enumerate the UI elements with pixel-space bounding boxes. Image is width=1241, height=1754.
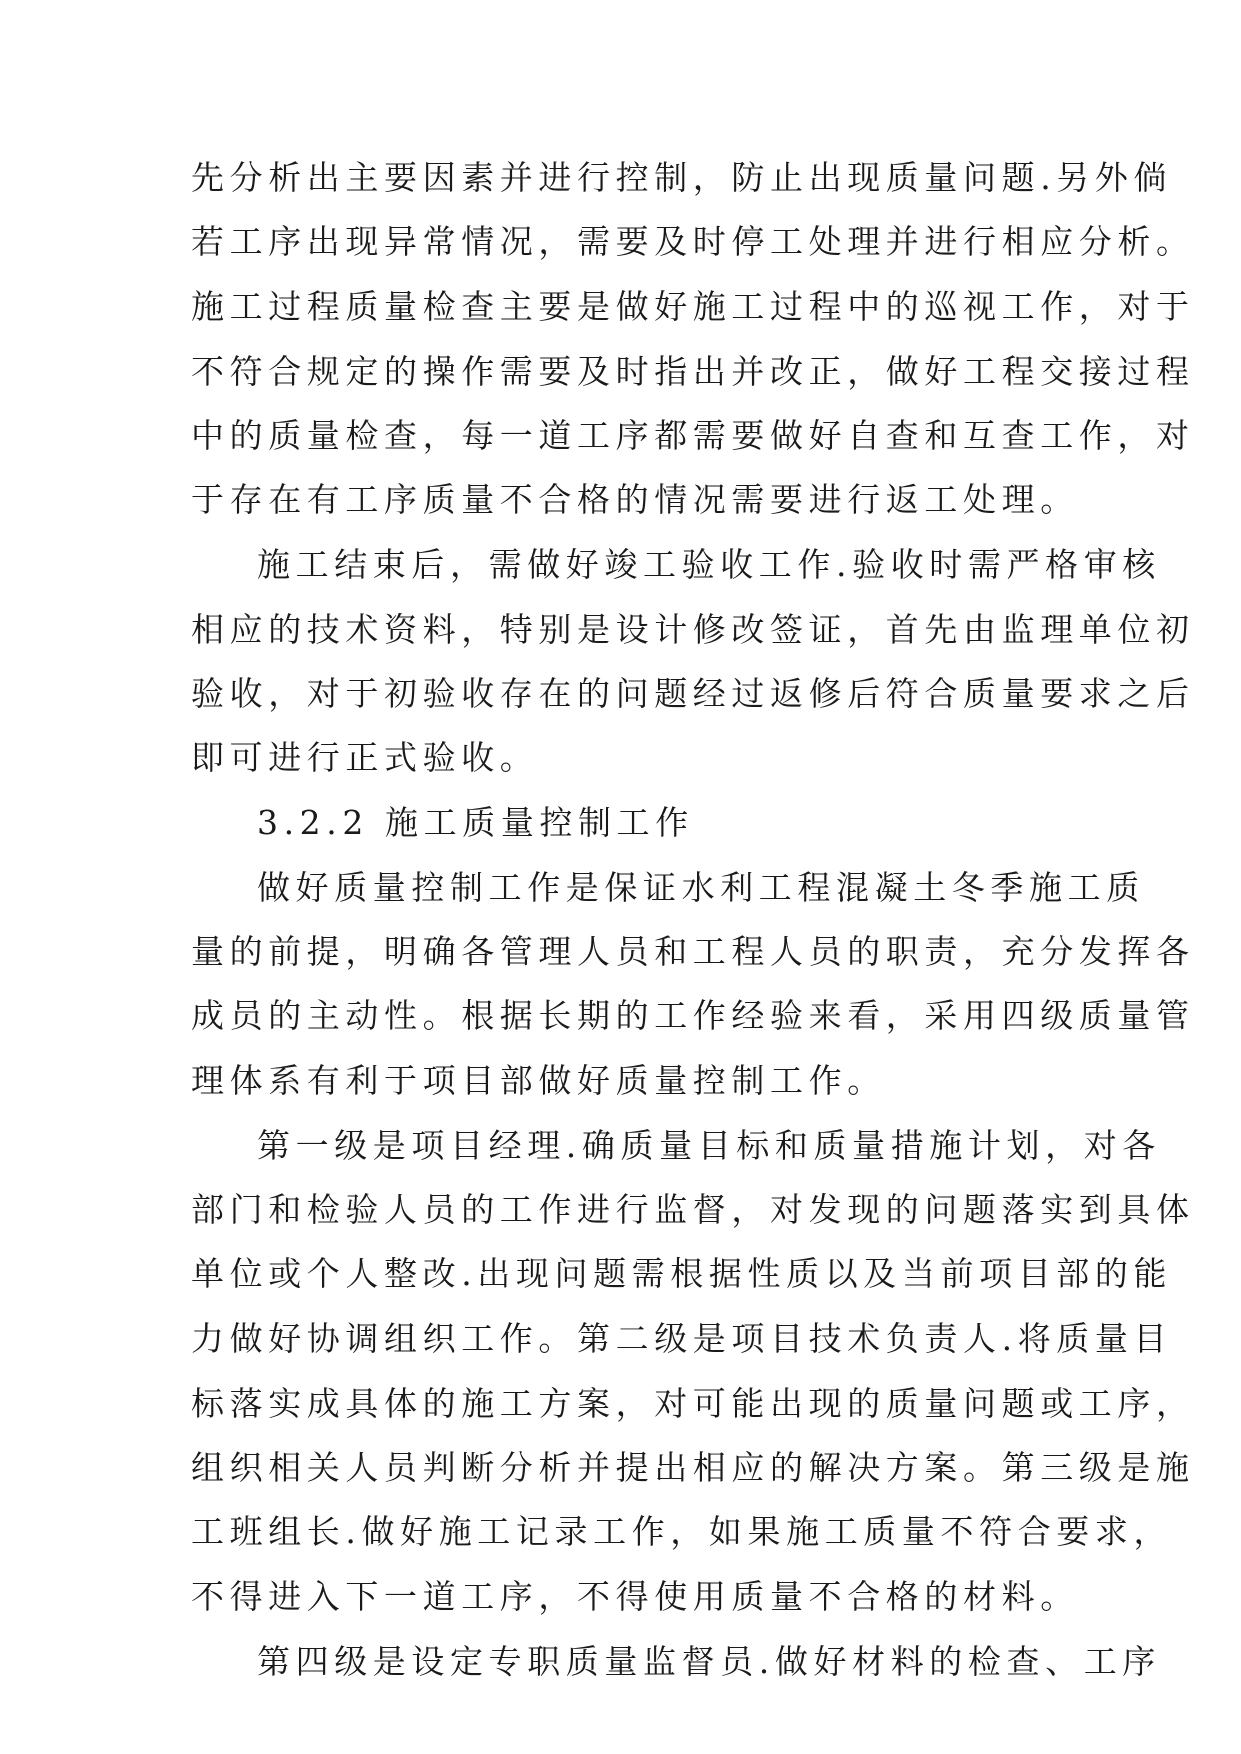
text-line-18: 单位或个人整改.出现问题需根据性质以及当前项目部的能 [191,1254,1173,1293]
section-heading: 3.2.2 施工质量控制工作 [257,803,694,842]
text-line-19: 力做好协调组织工作。第二级是项目技术负责人.将质量目 [191,1319,1173,1358]
text-line-9: 验收，对于初验收存在的问题经过返修后符合质量要求之后 [191,674,1195,713]
text-line-15: 理体系有利于项目部做好质量控制工作。 [191,1061,886,1100]
text-line-6: 于存在有工序质量不合格的情况需要进行返工处理。 [191,480,1079,519]
text-line-10: 即可进行正式验收。 [191,738,539,777]
text-line-1: 先分析出主要因素并进行控制，防止出现质量问题.另外倘 [191,158,1173,197]
text-line-2: 若工序出现异常情况，需要及时停工处理并进行相应分析。 [191,222,1195,261]
text-line-8: 相应的技术资料，特别是设计修改签证，首先由监理单位初 [191,610,1195,649]
text-line-14: 成员的主动性。根据长期的工作经验来看，采用四级质量管 [191,996,1195,1035]
text-line-22: 工班组长.做好施工记录工作，如果施工质量不符合要求， [191,1512,1173,1551]
paragraph-start-line: 施工结束后，需做好竣工验收工作.验收时需严格审核 [257,545,1161,584]
paragraph-start-line: 第四级是设定专职质量监督员.做好材料的检查、工序 [257,1642,1161,1681]
text-line-13: 量的前提，明确各管理人员和工程人员的职责，充分发挥各 [191,932,1195,971]
text-line-21: 组织相关人员判断分析并提出相应的解决方案。第三级是施 [191,1448,1195,1487]
paragraph-start-line: 做好质量控制工作是保证水利工程混凝土冬季施工质 [257,868,1145,907]
text-line-4: 不符合规定的操作需要及时指出并改正，做好工程交接过程 [191,352,1195,391]
text-line-3: 施工过程质量检查主要是做好施工过程中的巡视工作，对于 [191,287,1195,326]
text-line-20: 标落实成具体的施工方案，对可能出现的质量问题或工序， [191,1384,1195,1423]
text-line-5: 中的质量检查，每一道工序都需要做好自查和互查工作，对 [191,416,1195,455]
text-line-17: 部门和检验人员的工作进行监督，对发现的问题落实到具体 [191,1190,1195,1229]
text-line-23: 不得进入下一道工序，不得使用质量不合格的材料。 [191,1577,1079,1616]
paragraph-start-line: 第一级是项目经理.确质量目标和质量措施计划，对各 [257,1126,1161,1165]
